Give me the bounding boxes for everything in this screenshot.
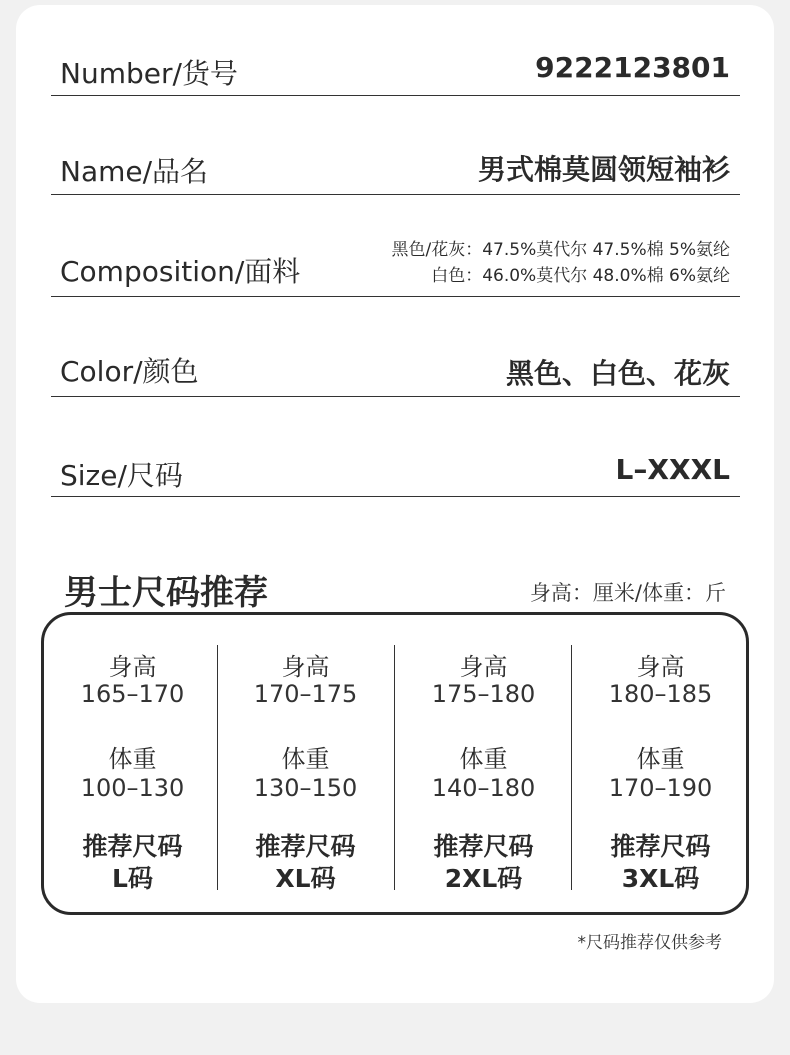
recommended-size-label: 推荐尺码 (255, 832, 356, 861)
composition-line-1: 黑色/花灰：47.5%莫代尔 47.5%棉 5%氨纶 (391, 240, 730, 260)
spec-row-name (51, 96, 740, 195)
size-column-3 (395, 615, 572, 912)
name-value: 男式棉莫圆领短袖衫 (477, 153, 730, 186)
height-label: 身高 (636, 653, 685, 681)
weight-label: 体重 (459, 745, 508, 773)
size-guide-title: 男士尺码推荐 (64, 573, 268, 613)
spec-row-color (51, 297, 740, 397)
weight-value: 140–180 (431, 774, 536, 802)
height-label: 身高 (108, 653, 157, 681)
recommended-size-value: XL码 (275, 864, 336, 893)
height-label: 身高 (281, 653, 330, 681)
recommended-size-value: 2XL码 (444, 864, 523, 893)
number-label: Number/货号 (60, 57, 238, 90)
height-value: 165–170 (80, 680, 185, 708)
weight-value: 170–190 (608, 774, 713, 802)
recommended-size-value: L码 (112, 864, 153, 893)
weight-label: 体重 (108, 745, 157, 773)
size-guide-table (41, 612, 749, 915)
height-value: 180–185 (608, 680, 713, 708)
color-value: 黑色、白色、花灰 (505, 357, 730, 390)
recommended-size-label: 推荐尺码 (82, 832, 183, 861)
size-column-2 (217, 615, 394, 912)
composition-value (391, 237, 730, 289)
weight-value: 130–150 (253, 774, 358, 802)
size-column-4 (572, 615, 749, 912)
size-guide-footnote: *尺码推荐仅供参考 (577, 933, 722, 953)
size-column-1 (44, 615, 221, 912)
number-value: 9222123801 (535, 51, 730, 84)
composition-line-2: 白色：46.0%莫代尔 48.0%棉 6%氨纶 (431, 266, 730, 286)
spec-row-composition (51, 195, 740, 297)
size-label: Size/尺码 (60, 459, 183, 492)
weight-label: 体重 (281, 745, 330, 773)
composition-label: Composition/面料 (60, 255, 301, 288)
weight-value: 100–130 (80, 774, 185, 802)
spec-row-number (51, 25, 740, 96)
size-guide-unit-note: 身高：厘米/体重：斤 (529, 581, 726, 605)
recommended-size-value: 3XL码 (621, 864, 700, 893)
spec-row-size (51, 397, 740, 497)
color-label: Color/颜色 (60, 355, 199, 388)
spec-card (16, 5, 774, 1003)
height-value: 170–175 (253, 680, 358, 708)
recommended-size-label: 推荐尺码 (610, 832, 711, 861)
height-value: 175–180 (431, 680, 536, 708)
weight-label: 体重 (636, 745, 685, 773)
size-value: L–XXXL (615, 453, 730, 486)
name-label: Name/品名 (60, 155, 209, 188)
height-label: 身高 (459, 653, 508, 681)
recommended-size-label: 推荐尺码 (433, 832, 534, 861)
